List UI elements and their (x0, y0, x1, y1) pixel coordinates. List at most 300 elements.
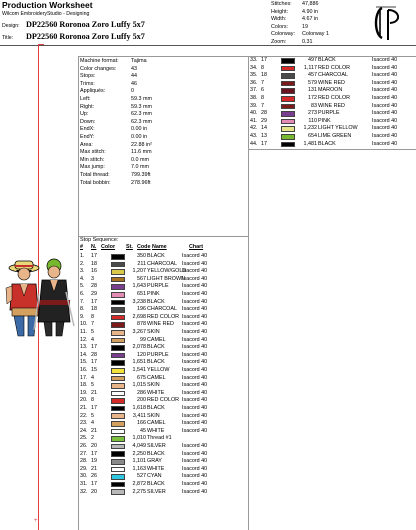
stop-color-name: BLACK (147, 298, 165, 305)
table-row (250, 118, 402, 126)
stat-value: Colorway 1 (302, 31, 329, 38)
stop-code: 17 (91, 450, 97, 457)
info-row (80, 104, 250, 112)
stop-code: 18 (91, 260, 97, 267)
table-row (80, 428, 212, 436)
stop-number: 40. (250, 110, 258, 117)
stop-number: 7. (80, 298, 85, 305)
stop-table-right (250, 57, 402, 148)
table-row (80, 458, 212, 466)
info-key: Right: (80, 103, 95, 110)
title-value: DP22560 Roronoa Zoro Luffy 5x7 (26, 32, 145, 41)
stop-chart: Isacord 40 (372, 133, 398, 140)
header-divider (0, 45, 416, 46)
stop-chart: Isacord 40 (182, 283, 208, 290)
stop-color-name: MAROON (318, 87, 343, 94)
stop-code: 5 (91, 329, 94, 336)
stop-code: 19 (91, 458, 97, 465)
info-row (80, 111, 250, 119)
stop-number: 38. (250, 95, 258, 102)
stop-code: 17 (91, 298, 97, 305)
table-row (80, 443, 212, 451)
stop-stitches: 2,078 (132, 344, 146, 351)
right-table-end-divider (248, 149, 416, 150)
stop-code: 16 (91, 268, 97, 275)
info-key: Color changes: (80, 65, 117, 72)
stop-chart: Isacord 40 (372, 110, 398, 117)
stop-code: 7 (261, 79, 264, 86)
header-code: Code (137, 244, 151, 250)
info-row (80, 134, 250, 142)
table-row (80, 473, 212, 481)
stat-row (271, 31, 341, 39)
stop-stitches: 196 (137, 306, 146, 313)
stop-chart: Isacord 40 (372, 125, 398, 132)
stop-code: 8 (91, 397, 94, 404)
color-swatch (111, 482, 125, 488)
color-swatch (281, 73, 295, 79)
table-row (250, 95, 402, 103)
stop-chart: Isacord 40 (372, 72, 398, 79)
color-swatch (111, 451, 125, 457)
stop-color-name: BLACK (147, 344, 165, 351)
design-preview-image (4, 252, 74, 338)
stat-value: 4.67 in (302, 16, 319, 23)
color-swatch (281, 119, 295, 125)
stop-chart: Isacord 40 (182, 329, 208, 336)
table-row (250, 57, 402, 65)
title-line (2, 33, 145, 41)
color-swatch (111, 345, 125, 351)
color-swatch (111, 436, 125, 442)
color-swatch (111, 338, 125, 344)
table-row (250, 72, 402, 80)
stop-chart: Isacord 40 (182, 473, 208, 480)
table-row (80, 283, 212, 291)
stop-stitches: 1,117 (303, 64, 317, 71)
stop-table-header (80, 245, 219, 250)
stat-row (271, 9, 341, 17)
stop-color-name: CAMEL (147, 374, 166, 381)
stop-number: 27. (80, 450, 88, 457)
color-swatch (111, 277, 125, 283)
stop-stitches: 1,101 (132, 458, 146, 465)
stop-chart: Isacord 40 (182, 306, 208, 313)
stop-number: 5. (80, 283, 85, 290)
stop-code: 5 (91, 382, 94, 389)
stop-code: 8 (261, 95, 264, 102)
table-row (250, 87, 402, 95)
color-swatch (281, 58, 295, 64)
color-swatch (111, 307, 125, 313)
stop-stitches: 273 (308, 110, 317, 117)
stat-key: Colorway: (271, 31, 295, 38)
header-n: N. (91, 244, 97, 250)
stop-number: 33. (250, 57, 258, 64)
color-swatch (111, 330, 125, 336)
table-row (80, 390, 212, 398)
info-row (80, 73, 250, 81)
info-key: Min stitch: (80, 156, 105, 163)
color-swatch (111, 322, 125, 328)
table-row (80, 382, 212, 390)
table-row (80, 314, 212, 322)
color-swatch (111, 262, 125, 268)
stop-chart: Isacord 40 (182, 291, 208, 298)
stop-color-name: RED COLOR (147, 313, 180, 320)
stop-stitches: 457 (308, 72, 317, 79)
stop-stitches: 211 (137, 260, 146, 267)
stop-code: 21 (91, 465, 97, 472)
stop-chart: Isacord 40 (182, 404, 208, 411)
table-row (80, 397, 212, 405)
stop-code: 18 (91, 306, 97, 313)
info-key: EndY: (80, 134, 95, 141)
page-title: Production Worksheet (2, 0, 93, 10)
stop-stitches: 651 (137, 291, 146, 298)
color-swatch (111, 398, 125, 404)
stop-number: 37. (250, 87, 258, 94)
stop-code: 8 (91, 313, 94, 320)
table-row (250, 80, 402, 88)
stop-number: 17. (80, 374, 88, 381)
stop-code: 29 (261, 117, 267, 124)
stop-color-name: CHARCOAL (147, 260, 177, 267)
stop-number: 3. (80, 268, 85, 275)
info-key: Area: (80, 141, 93, 148)
stat-value: 19 (302, 23, 308, 30)
info-row (80, 88, 250, 96)
stop-number: 25. (80, 435, 88, 442)
stop-color-name: LIGHT BROWN (147, 275, 185, 282)
stop-chart: Isacord 40 (182, 336, 208, 343)
table-row (80, 337, 212, 345)
info-row (80, 157, 250, 165)
stop-color-name: PURPLE (147, 351, 169, 358)
stop-chart: Isacord 40 (182, 367, 208, 373)
info-value: 62.3 mm (131, 111, 152, 118)
table-row (80, 321, 212, 329)
stop-stitches: 878 (137, 321, 146, 328)
stop-color-name: CHARCOAL (318, 72, 348, 79)
color-swatch (111, 489, 125, 495)
machine-info (80, 58, 250, 187)
color-swatch (281, 88, 295, 94)
stat-value: 0.31 (302, 39, 313, 46)
stop-stitches: 286 (137, 389, 146, 396)
stop-number: 28. (80, 458, 88, 465)
info-value: 62.3 mm (131, 118, 152, 125)
info-row (80, 66, 250, 74)
color-swatch (281, 81, 295, 87)
info-value: 0.0 mm (131, 156, 149, 163)
stop-stitches: 675 (137, 374, 146, 381)
table-row (80, 481, 212, 489)
table-row (80, 488, 212, 496)
stop-color-name: WINE RED (318, 79, 345, 86)
stop-color-name: PURPLE (147, 283, 169, 290)
table-row (80, 450, 212, 458)
stop-color-name: BLACK (318, 57, 336, 64)
color-swatch (111, 300, 125, 306)
stop-number: 39. (250, 102, 258, 109)
table-row (80, 412, 212, 420)
info-value: 46 (131, 80, 137, 87)
info-value: 59.3 mm (131, 96, 152, 103)
stop-stitches: 3,267 (132, 329, 146, 336)
info-value: 43 (131, 65, 137, 72)
design-line (2, 21, 145, 29)
info-key: Left: (80, 96, 91, 103)
stop-number: 32. (80, 488, 88, 495)
color-swatch (111, 368, 125, 374)
software-subtitle: Wilcom EmbroideryStudio - Designing (2, 11, 90, 17)
info-value: 59.3 mm (131, 103, 152, 110)
color-swatch (111, 360, 125, 366)
stop-chart: Isacord 40 (182, 382, 208, 389)
color-swatch (281, 66, 295, 72)
color-swatch (111, 406, 125, 412)
stop-chart: Isacord 40 (182, 465, 208, 472)
info-row (80, 81, 250, 89)
stop-color-name: CAMEL (147, 336, 166, 343)
info-value: 7.0 mm (131, 164, 149, 171)
stop-color-name: WHITE (147, 427, 165, 434)
stop-code: 28 (261, 110, 267, 117)
table-row (80, 375, 212, 383)
stop-number: 42. (250, 125, 258, 132)
stop-number: 21. (80, 404, 88, 411)
color-swatch (111, 292, 125, 298)
color-swatch (281, 104, 295, 110)
color-swatch (111, 269, 125, 275)
stop-stitches: 1,541 (132, 367, 146, 373)
info-row (80, 172, 250, 180)
stop-color-name: PINK (147, 291, 160, 298)
info-key: Appliqués: (80, 88, 106, 95)
stop-number: 22. (80, 412, 88, 419)
color-swatch (111, 467, 125, 473)
table-row (80, 367, 212, 375)
stop-number: 30. (80, 473, 88, 480)
stop-code: 21 (91, 427, 97, 434)
stop-number: 41. (250, 117, 258, 124)
stat-row (271, 1, 341, 9)
stop-code: 17 (91, 359, 97, 366)
info-value: 0.00 in (131, 134, 148, 141)
stop-number: 15. (80, 359, 88, 366)
stop-stitches: 166 (137, 420, 146, 427)
info-value: Tajima (131, 58, 147, 65)
table-row (250, 110, 402, 118)
stop-color-name: WHITE (147, 389, 165, 396)
stop-stitches: 200 (137, 397, 146, 404)
brand-logo-icon (368, 4, 408, 42)
stop-stitches: 654 (308, 133, 317, 140)
stop-number: 29. (80, 465, 88, 472)
stop-color-name: BLACK (147, 359, 165, 366)
stop-number: 36. (250, 79, 258, 86)
stop-color-name: BLACK (147, 404, 165, 411)
color-swatch (111, 284, 125, 290)
stop-stitches: 1,207 (132, 268, 146, 275)
stop-stitches: 527 (137, 473, 146, 480)
stop-code: 4 (91, 336, 94, 343)
info-key: Trims: (80, 80, 95, 87)
stop-number: 8. (80, 306, 85, 313)
stop-code: 18 (261, 72, 267, 79)
table-row (80, 352, 212, 360)
info-key: Machine format: (80, 58, 119, 65)
stop-stitches: 579 (308, 79, 317, 86)
stop-chart: Isacord 40 (182, 321, 208, 328)
stop-code: 17 (91, 480, 97, 487)
stat-row (271, 16, 341, 24)
stop-chart: Isacord 40 (372, 140, 398, 147)
stop-color-name: CHARCOAL (147, 306, 177, 313)
stop-chart: Isacord 40 (182, 359, 208, 366)
registration-guide-horizontal (38, 44, 44, 45)
table-row (80, 359, 212, 367)
info-row (80, 119, 250, 127)
color-swatch (111, 383, 125, 389)
stat-key: Width: (271, 16, 287, 23)
info-key: Up: (80, 111, 89, 118)
stat-key: Height: (271, 8, 289, 15)
stop-code: 7 (91, 321, 94, 328)
stat-key: Zoom: (271, 39, 287, 46)
stop-number: 16. (80, 367, 88, 373)
stop-chart: Isacord 40 (182, 374, 208, 381)
stop-chart: Isacord 40 (372, 79, 398, 86)
info-value: 22.88 in² (131, 141, 152, 148)
color-swatch (111, 376, 125, 382)
stop-stitches: 350 (137, 253, 146, 260)
stop-color-name: YELLOW/GOLD (147, 268, 187, 275)
color-swatch (111, 429, 125, 435)
color-swatch (111, 444, 125, 450)
table-row (80, 253, 212, 261)
stop-sequence-title: Stop Sequence: (80, 237, 119, 243)
stop-number: 1. (80, 253, 85, 260)
stop-number: 11. (80, 329, 88, 336)
info-row (80, 142, 250, 150)
stop-color-name: RED COLOR (318, 64, 351, 71)
table-row (250, 141, 402, 149)
design-value: DP22560 Roronoa Zoro Luffy 5x7 (26, 20, 145, 29)
stop-stitches: 567 (137, 275, 146, 282)
stat-key: Stitches: (271, 1, 292, 8)
info-key: Stops: (80, 73, 96, 80)
stop-chart: Isacord 40 (372, 57, 398, 64)
stop-chart: Isacord 40 (182, 412, 208, 419)
stop-code: 2 (91, 435, 94, 442)
stop-number: 20. (80, 397, 88, 404)
stop-number: 2. (80, 260, 85, 267)
header-st: St. (126, 244, 133, 250)
info-row (80, 96, 250, 104)
stat-value: 47,886 (302, 1, 319, 8)
stop-stitches: 497 (308, 57, 317, 64)
stop-number: 13. (80, 344, 88, 351)
stop-code: 7 (261, 102, 264, 109)
stop-chart: Isacord 40 (182, 488, 208, 495)
info-key: Total bobbin: (80, 179, 111, 186)
color-swatch (281, 111, 295, 117)
header-number: # (80, 244, 83, 250)
stop-code: 26 (91, 473, 97, 480)
stop-stitches: 1,010 (132, 435, 146, 442)
info-value: 0 (131, 88, 134, 95)
table-row (250, 65, 402, 73)
table-row (80, 344, 212, 352)
stop-chart: Isacord 40 (182, 389, 208, 396)
info-key: Max jump: (80, 164, 105, 171)
stop-code: 20 (91, 442, 97, 449)
table-row (250, 125, 402, 133)
stop-code: 28 (91, 351, 97, 358)
stop-code: 6 (261, 87, 264, 94)
stop-number: 18. (80, 382, 88, 389)
stop-chart: Isacord 40 (182, 268, 208, 275)
stop-color-name: LIME GREEN (318, 133, 352, 140)
stop-number: 23. (80, 420, 88, 427)
stop-stitches: 1,618 (132, 404, 146, 411)
stop-code: 20 (91, 488, 97, 495)
stop-stitches: 3,411 (132, 412, 146, 419)
stop-stitches: 131 (308, 87, 317, 94)
stop-color-name: CYAN (147, 473, 162, 480)
stop-color-name: SKIN (147, 382, 160, 389)
stop-stitches: 2,698 (132, 313, 146, 320)
stop-code: 17 (261, 140, 267, 147)
stop-number: 6. (80, 291, 85, 298)
table-row (80, 261, 212, 269)
stop-chart: Isacord 40 (182, 427, 208, 434)
table-row (80, 420, 212, 428)
info-key: Max stitch: (80, 149, 106, 156)
color-swatch (111, 459, 125, 465)
color-swatch (281, 134, 295, 140)
stop-color-name: PINK (318, 117, 331, 124)
stop-stitches: 3,238 (132, 298, 146, 305)
color-swatch (111, 254, 125, 260)
stop-color-name: BLACK (147, 450, 165, 457)
stop-color-name: WHITE (147, 465, 165, 472)
table-row (80, 329, 212, 337)
stop-color-name: Thread #1 (147, 435, 172, 442)
header-chart: Chart (189, 244, 204, 250)
stop-stitches: 1,481 (303, 140, 317, 147)
stop-code: 4 (91, 374, 94, 381)
stop-table-left (80, 253, 212, 496)
stop-number: 12. (80, 336, 88, 343)
stop-stitches: 120 (137, 351, 146, 358)
stop-code: 17 (261, 57, 267, 64)
stop-stitches: 2,250 (132, 450, 146, 457)
stop-color-name: LIGHT YELLOW (318, 125, 358, 132)
info-value: 799.39ft (131, 172, 151, 178)
stop-code: 29 (91, 291, 97, 298)
color-swatch (281, 142, 295, 148)
stop-color-name: SILVER (147, 442, 166, 449)
stop-number: 4. (80, 275, 85, 282)
color-swatch (111, 421, 125, 427)
info-key: EndX: (80, 126, 95, 133)
stop-code: 21 (91, 389, 97, 396)
info-row (80, 58, 250, 66)
info-value: 44 (131, 73, 137, 80)
